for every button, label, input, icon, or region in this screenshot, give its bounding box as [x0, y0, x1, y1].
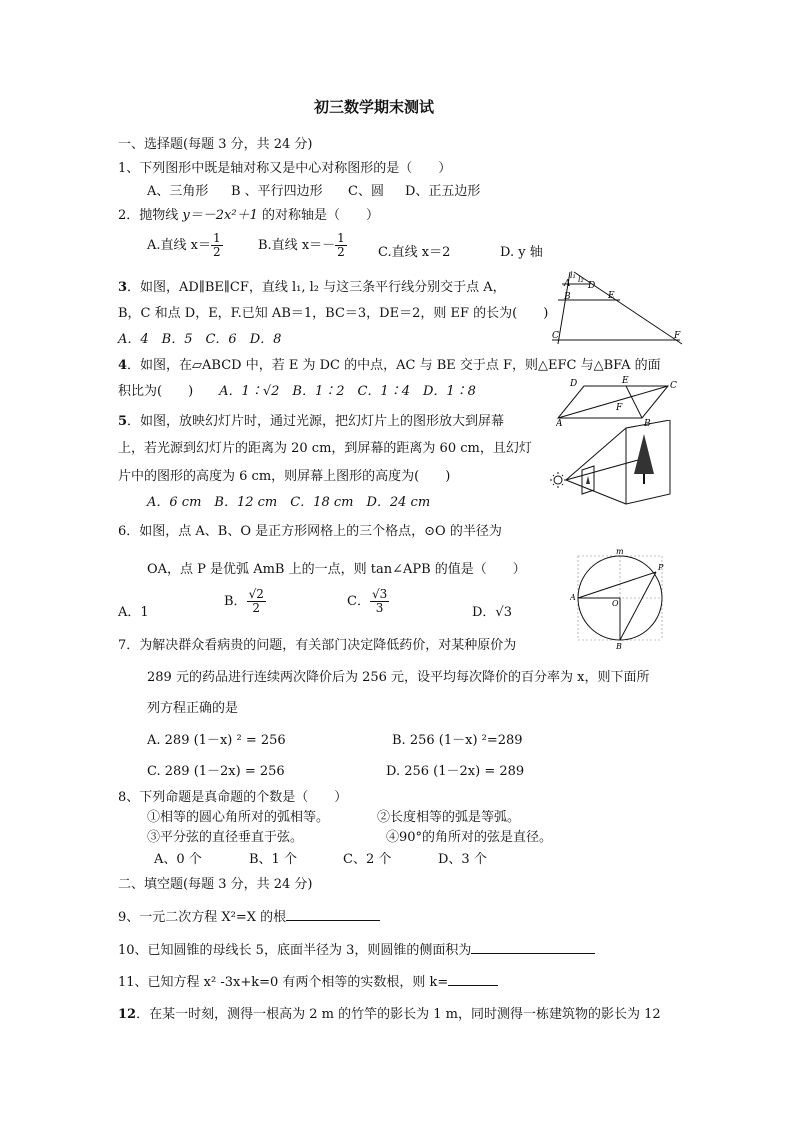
- q12-text: ．在某一时刻，测得一根高为 2 m 的竹竿的影长为 1 m，同时测得一栋建筑物的影长为 12: [136, 1007, 661, 1022]
- q4-number: 4: [118, 358, 128, 373]
- q4-label-d: D: [570, 379, 578, 389]
- question-7-line-1: 7．为解决群众看病贵的问题，有关部门决定降低药价，对某种原价为: [118, 638, 517, 653]
- q10-answer-blank[interactable]: [471, 941, 595, 954]
- q4-label-b: B: [644, 419, 651, 426]
- q5-ray-bottom: [566, 480, 626, 504]
- q5-ray-top: [566, 428, 626, 480]
- q2-option-b: [258, 232, 347, 259]
- q9-text: 9、一元二次方程 X²=X 的根: [118, 910, 287, 925]
- q3-label-d: D: [588, 281, 596, 291]
- question-10: [118, 939, 595, 958]
- q2-stem-prefix: 2．抛物线: [118, 208, 183, 223]
- frac-den: 2: [337, 245, 345, 259]
- frac-den: 2: [213, 245, 221, 259]
- q6-label-p: P: [658, 563, 664, 572]
- frac-num: 1: [213, 231, 221, 245]
- q4-label-e: E: [622, 376, 629, 386]
- q6-label-o: O: [612, 599, 619, 608]
- q4-label-a: A: [556, 419, 563, 426]
- q2-equation: y＝－2x²＋1: [182, 208, 258, 223]
- section-heading-choice: 一、选择题(每题 3 分，共 24 分): [118, 137, 313, 152]
- question-6-line-2: OA，点 P 是优弧 AmB 上的一点，则 tan∠APB 的值是（ ）: [147, 562, 526, 577]
- q3-label-a: A: [564, 279, 571, 289]
- q2-option-b-label: B.直线 x＝－: [258, 238, 336, 253]
- question-12: [118, 1003, 661, 1022]
- q6-fraction-c: [370, 588, 389, 615]
- frac-num: √3: [371, 587, 388, 601]
- q7-option-c: C. 289 (1－2x) = 256: [147, 764, 285, 779]
- question-9: [118, 906, 380, 925]
- q7-option-b: B. 256 (1－x) ²=289: [392, 733, 523, 748]
- q3-label-e: E: [608, 291, 615, 301]
- q11-answer-blank[interactable]: [448, 973, 498, 986]
- question-5-line-1: [118, 410, 504, 429]
- question-5-line-3: 片中的图形的高度为 6 cm，则屏幕上图形的高度为( ): [118, 469, 451, 484]
- q8-option-b: B、1 个: [249, 852, 297, 867]
- question-1-stem: 1、下列图形中既是轴对称又是中心对称图形的是（ ）: [118, 161, 452, 176]
- q1-option-d: D、正五边形: [405, 184, 481, 199]
- q2-fraction-a: [211, 232, 223, 259]
- q2-option-c: C.直线 x＝2: [378, 245, 451, 260]
- q6-option-b-label: B．: [224, 594, 247, 609]
- q2-option-a: [147, 232, 223, 259]
- page-title: 初三数学期末测试: [314, 98, 435, 116]
- q12-number: 12: [118, 1007, 137, 1022]
- q4-segment-be: [626, 386, 642, 418]
- question-7-line-2: 289 元的药品进行连续两次降价后为 256 元，设平均每次降价的百分率为 x，则下面所: [147, 670, 650, 685]
- q4-text-1: ．如图，在▱ABCD 中，若 E 为 DC 的中点，AC 与 BE 交于点 F，则△EFC 与△BFA 的面: [127, 358, 661, 373]
- q1-option-b: B 、平行四边形: [231, 184, 323, 199]
- q7-option-a: A. 289 (1－x) ² = 256: [147, 733, 286, 748]
- q3-figure: [550, 270, 686, 346]
- q2-stem-suffix: 的对称轴是（ ）: [257, 208, 379, 223]
- q2-fraction-b: [335, 232, 347, 259]
- q6-option-c: [347, 588, 389, 615]
- question-8-stem: 8、下列命题是真命题的个数是（ ）: [118, 790, 348, 805]
- q6-option-d: D．√3: [472, 605, 512, 620]
- frac-num: √2: [248, 587, 264, 601]
- section-heading-fill: 二、填空题(每题 3 分，共 24 分): [118, 877, 313, 892]
- q3-label-f: F: [674, 331, 681, 341]
- q5-number: 5: [118, 414, 128, 429]
- q9-answer-blank[interactable]: [286, 908, 380, 921]
- q8-statement-4: ④90°的角所对的弦是直径。: [386, 830, 553, 845]
- question-3-options: A．4 B．5 C．6 D．8: [118, 332, 282, 347]
- slide-tree-icon: [586, 476, 590, 484]
- q3-label-l2: l₂: [578, 275, 584, 284]
- q7-option-d: D. 256 (1－2x) = 289: [386, 764, 525, 779]
- q8-statement-3: ③平分弦的直径垂直于弦。: [147, 830, 304, 845]
- q2-option-a-label: A.直线 x＝: [147, 238, 211, 253]
- q8-option-d: D、3 个: [438, 852, 487, 867]
- q4-figure: [556, 374, 682, 426]
- frac-num: 1: [337, 231, 345, 245]
- q3-label-b: B: [564, 292, 571, 302]
- q3-label-c: C: [552, 331, 559, 341]
- q6-label-b: B: [616, 642, 622, 650]
- light-source-icon: [550, 472, 566, 488]
- q1-option-c: C、圆: [348, 184, 384, 199]
- question-11: [118, 971, 498, 990]
- q3-label-l1: l₁: [570, 271, 576, 280]
- q6-option-c-label: C．: [347, 594, 370, 609]
- q4-label-c: C: [670, 381, 677, 391]
- q3-number: 3: [118, 280, 128, 295]
- q8-option-c: C、2 个: [343, 852, 392, 867]
- q6-label-m: m: [616, 548, 624, 556]
- q6-circle-figure: [570, 548, 670, 650]
- question-5-line-2: 上，若光源到幻灯片的距离为 20 cm，到屏幕的距离为 60 cm，且幻灯: [118, 441, 532, 456]
- q4-diagonal-ac: [558, 386, 668, 418]
- q6-option-a: A．1: [118, 605, 149, 620]
- tree-icon: [634, 434, 654, 484]
- q6-fraction-b: [247, 588, 266, 615]
- q4-options: A．1∶√2 B．1∶2 C．1∶4 D．1∶8: [219, 384, 476, 399]
- question-6-line-1: 6．如图，点 A、B、O 是正方形网格上的三个格点，⊙O 的半径为: [118, 524, 502, 539]
- q8-option-a: A、0 个: [154, 852, 202, 867]
- q8-statement-2: ②长度相等的弧是等弧。: [377, 810, 521, 825]
- q11-text: 11、已知方程 x² -3x+k=0 有两个相等的实数根，则 k=: [118, 975, 449, 990]
- q4-label-f: F: [616, 403, 623, 413]
- q3-text-1: ．如图，AD∥BE∥CF，直线 l₁, l₂ 与这三条平行线分别交于点 A，: [127, 280, 506, 295]
- q6-option-b: [224, 588, 266, 615]
- q5-text-1: ．如图，放映幻灯片时，通过光源，把幻灯片上的图形放大到屏幕: [127, 414, 505, 429]
- question-4-line-1: [118, 354, 661, 373]
- q8-statement-1: ①相等的圆心角所对的弧相等。: [147, 810, 330, 825]
- q10-text: 10、已知圆锥的母线长 5，底面半径为 3，则圆锥的侧面积为: [118, 943, 472, 958]
- question-5-options: A．6 cm B．12 cm C．18 cm D．24 cm: [147, 495, 431, 510]
- frac-den: 2: [252, 601, 261, 615]
- q6-label-a: A: [570, 593, 576, 602]
- frac-den: 3: [375, 601, 384, 615]
- question-2-stem: [118, 204, 379, 223]
- q5-projector-figure: [548, 420, 674, 512]
- question-7-line-3: 列方程正确的是: [147, 701, 239, 716]
- question-3-line-2: B，C 和点 D，E，F.已知 AB＝1，BC＝3，DE＝2，则 EF 的长为( ): [118, 306, 549, 321]
- q1-option-a: A、三角形: [147, 184, 209, 199]
- question-4-line-2: [118, 380, 476, 399]
- q2-option-d: D. y 轴: [500, 245, 543, 260]
- question-3-line-1: [118, 276, 506, 295]
- q4-text-2: 积比为( ): [118, 384, 194, 399]
